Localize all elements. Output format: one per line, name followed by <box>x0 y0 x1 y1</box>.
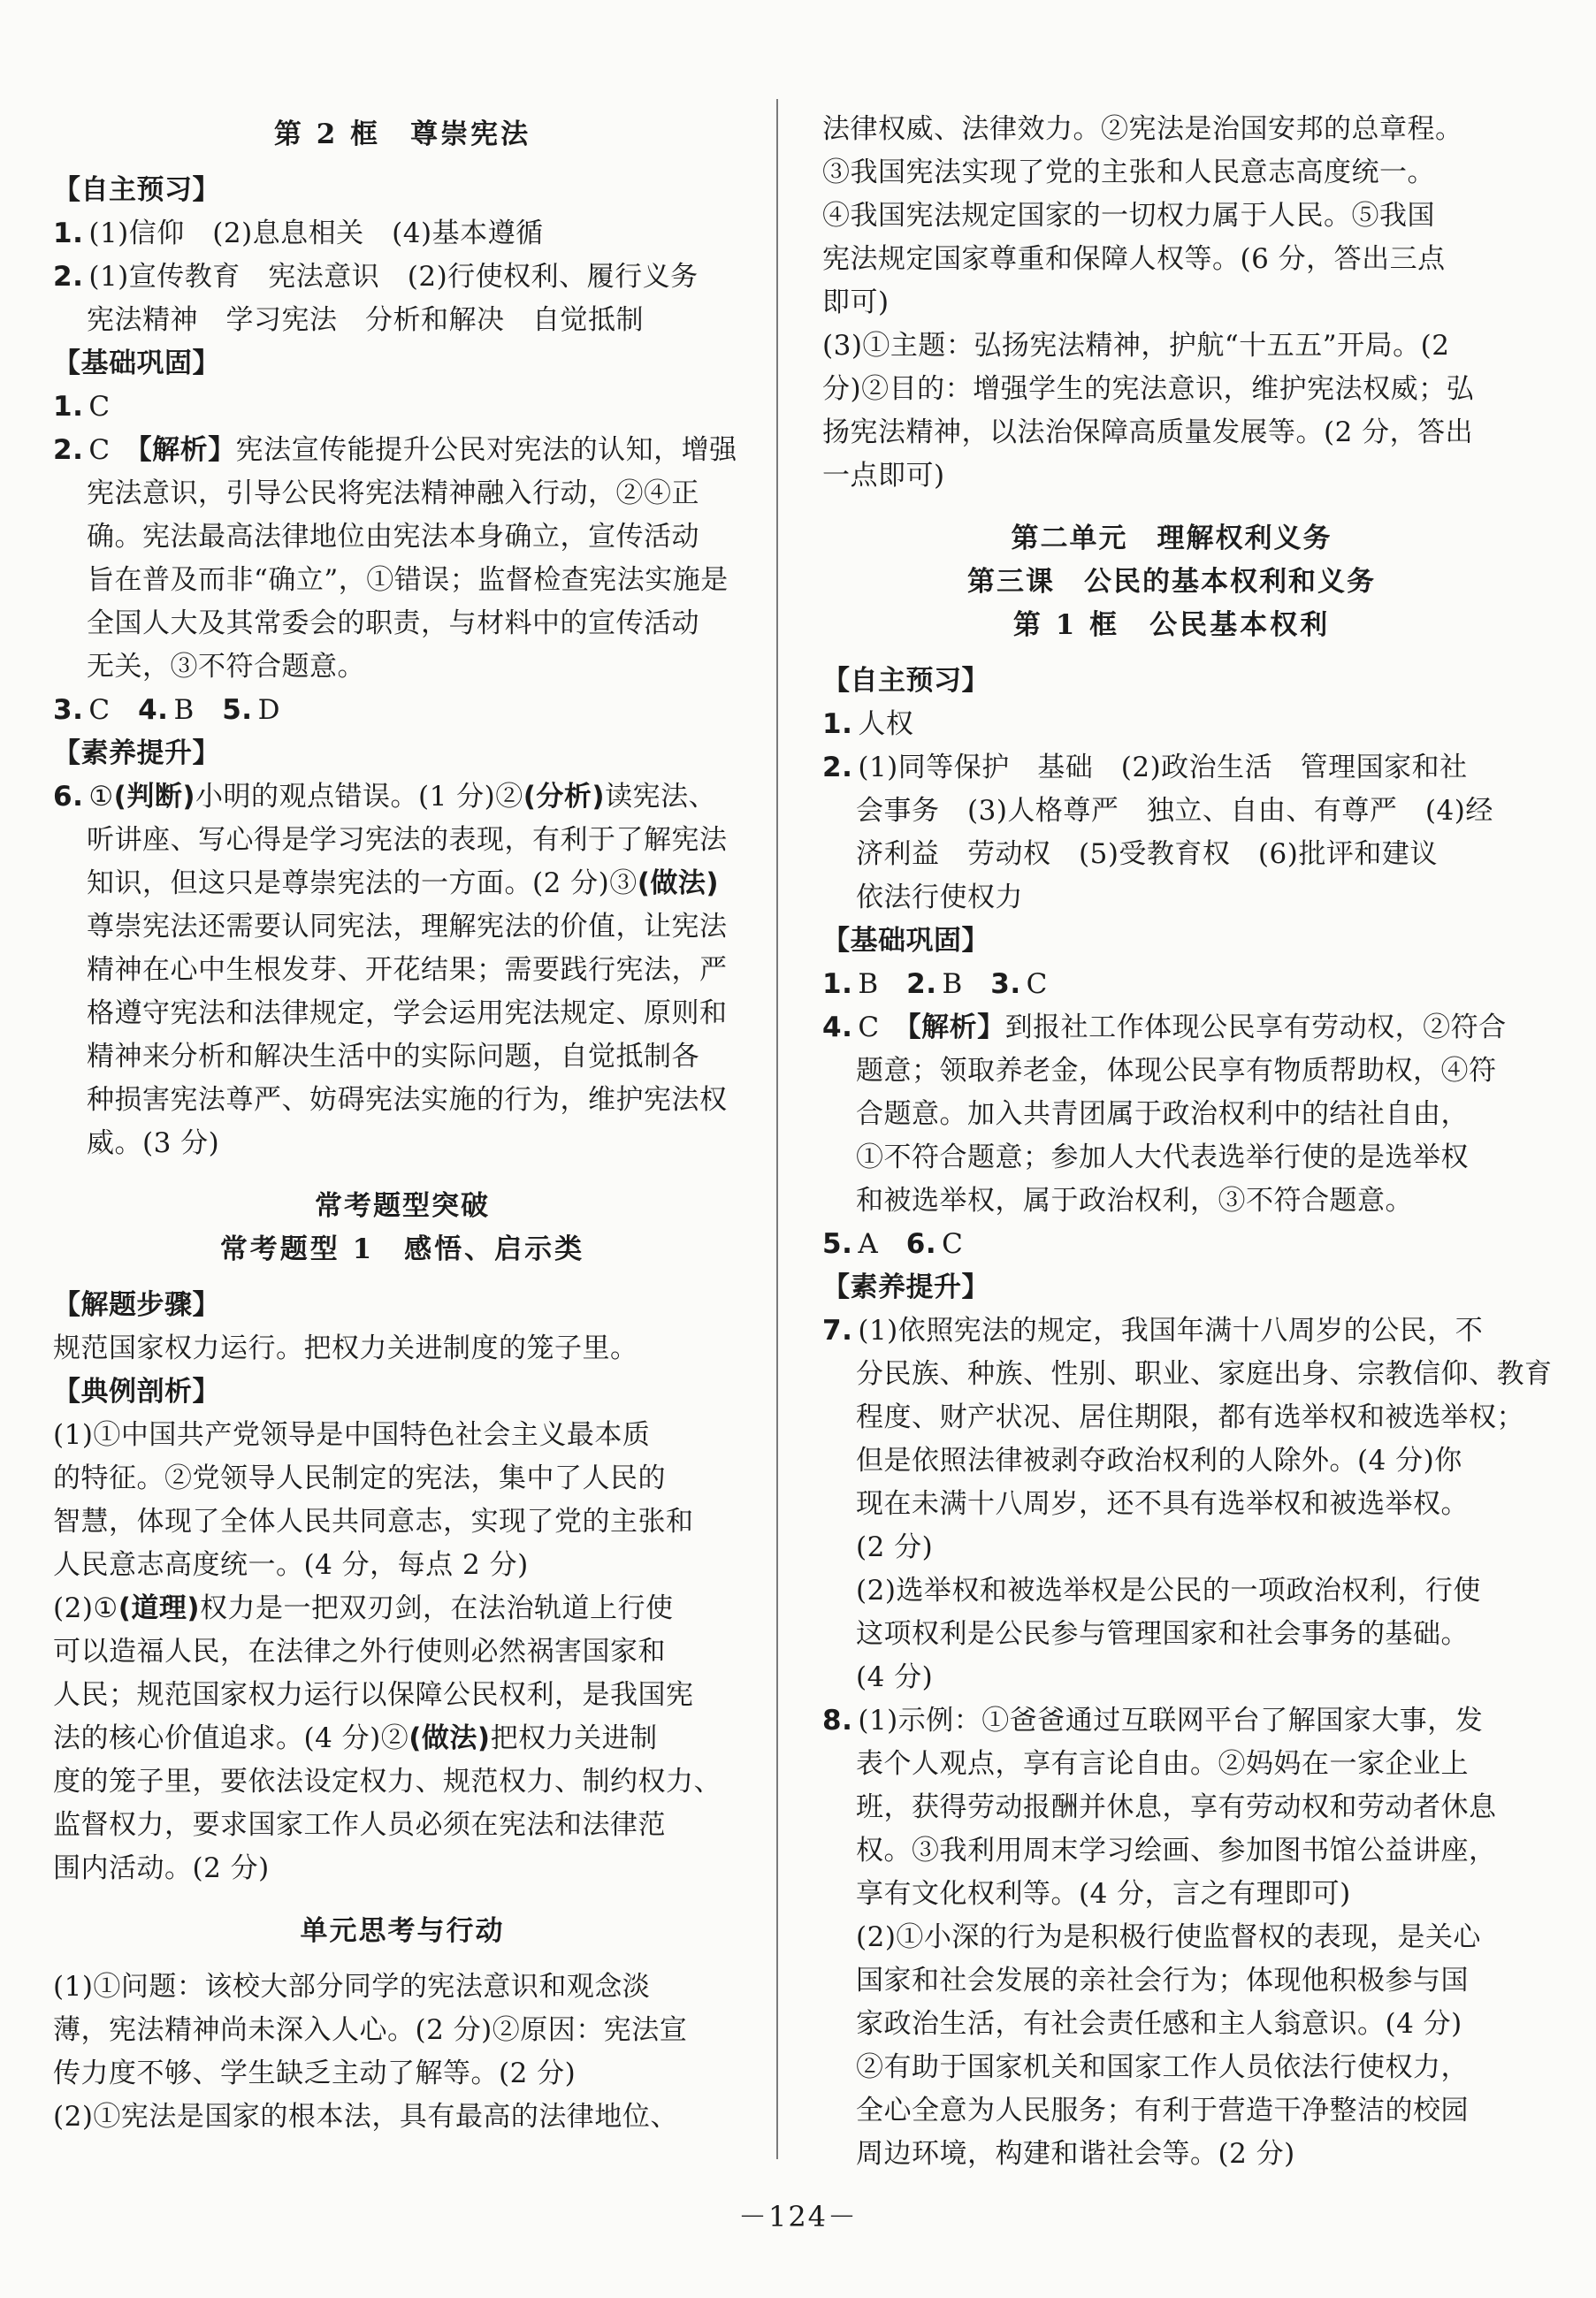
heading-suyang: 【素养提升】 <box>822 1271 989 1303</box>
item-number: 2. <box>53 261 84 293</box>
column-divider <box>776 99 778 2159</box>
answer-item <box>822 1699 1521 1743</box>
answer-item <box>822 1223 1521 1266</box>
answer-text: 权。③我利用周末学习绘画、参加图书馆公益讲座， <box>856 1835 1497 1867</box>
answer-text: 程度、财产状况、居住期限，都有选举权和被选举权； <box>856 1401 1524 1433</box>
answer-text: 人权 <box>858 708 914 740</box>
answer-text: 法律权威、法律效力。②宪法是治国安邦的总章程。 <box>822 113 1463 145</box>
item-number: 2. <box>906 968 937 1000</box>
answer-text: 人民意志高度统一。(4 分，每点 2 分) <box>53 1549 529 1581</box>
answer-item <box>53 689 752 732</box>
answer-text: 确。宪法最高法律地位由宪法本身确立，宣传活动 <box>87 521 699 553</box>
item-number: 2. <box>822 752 853 783</box>
answer-text: 旨在普及而非“确立”，①错误；监督检查宪法实施是 <box>87 564 729 596</box>
answer-text: (4 分) <box>856 1661 934 1693</box>
answer-text: C <box>858 1012 908 1043</box>
answer-item <box>53 212 752 256</box>
left-column <box>53 113 752 2139</box>
item-number: 2. <box>53 434 84 466</box>
item-number: 4. <box>822 1012 853 1043</box>
subsection-title: 常考题型 1 感悟、启示类 <box>219 1233 585 1265</box>
answer-text: ①不符合题意；参加人大代表选举行使的是选举权 <box>856 1141 1469 1173</box>
item-number: 6. <box>905 1228 937 1260</box>
answer-text: (2)① <box>53 1592 118 1624</box>
answer-text: (1)①问题：该校大部分同学的宪法意识和观念淡 <box>53 1971 651 2003</box>
answer-text: B <box>942 968 991 1000</box>
section-title: 第 2 框 尊崇宪法 <box>273 118 531 150</box>
answer-text: 班，获得劳动报酬并休息，享有劳动权和劳动者休息 <box>856 1791 1497 1823</box>
answer-text: 人民；规范国家权力运行以保障公民权利，是我国宪 <box>53 1679 694 1711</box>
answer-text: 享有文化权利等。(4 分，言之有理即可) <box>856 1878 1351 1910</box>
item-number: 6. <box>53 781 84 813</box>
section-title-danyuan: 单元思考与行动 <box>300 1915 505 1947</box>
item-number: 5. <box>822 1228 853 1260</box>
answer-text: 宪法宣传能提升公民对宪法的认知，增强 <box>235 434 737 466</box>
answer-text: C <box>88 391 111 423</box>
answer-text: 可以造福人民，在法律之外行使则必然祸害国家和 <box>53 1636 666 1668</box>
answer-text: 周边环境，构建和谐社会等。(2 分) <box>856 2138 1295 2170</box>
answer-text: ① <box>88 781 114 813</box>
answer-line <box>53 862 752 905</box>
answer-text: 分民族、种族、性别、职业、家庭出身、宗教信仰、教育 <box>856 1358 1553 1390</box>
answer-text: 宪法精神 学习宪法 分析和解决 自觉抵制 <box>87 304 644 336</box>
answer-text: 知识，但这只是尊崇宪法的一方面。(2 分)③ <box>87 867 638 899</box>
heading-dianli: 【典例剖析】 <box>53 1376 220 1408</box>
page-number: －124－ <box>737 2200 859 2233</box>
answer-item <box>822 1309 1521 1353</box>
answer-text: (1)同等保护 基础 (2)政治生活 管理国家和社 <box>858 752 1468 783</box>
answer-text: 的特征。②党领导人民制定的宪法，集中了人民的 <box>53 1462 666 1494</box>
answer-text: 威。(3 分) <box>87 1127 220 1159</box>
answer-text: 规范国家权力运行。把权力关进制度的笼子里。 <box>53 1332 638 1364</box>
item-number: 3. <box>990 968 1021 1000</box>
answer-text: (1)示例：①爸爸通过互联网平台了解国家大事，发 <box>858 1705 1484 1737</box>
answer-text: 国家和社会发展的亲社会行为；体现他积极参与国 <box>856 1965 1469 1996</box>
answer-text: (2)①小深的行为是积极行使监督权的表现，是关心 <box>856 1921 1481 1953</box>
analysis-tag: 【解析】 <box>138 434 236 466</box>
answer-text: 尊崇宪法还需要认同宪法，理解宪法的价值，让宪法 <box>87 911 728 943</box>
answer-text: C <box>88 694 139 726</box>
section-title-changkao: 常考题型突破 <box>315 1190 490 1222</box>
answer-text: (2)①宪法是国家的根本法，具有最高的法律地位、 <box>53 2101 678 2133</box>
item-number: 3. <box>53 694 84 726</box>
answer-text: C <box>1026 968 1048 1000</box>
answer-text: 分)②目的：增强学生的宪法意识，维护宪法权威；弘 <box>822 373 1475 405</box>
answer-text: 全国人大及其常委会的职责，与材料中的宣传活动 <box>87 607 699 639</box>
lesson-title: 第三课 公民的基本权利和义务 <box>967 566 1376 598</box>
analysis-tag: 【解析】 <box>907 1012 1005 1043</box>
analysis-tag: (分析) <box>523 781 606 813</box>
answer-text: 法的核心价值追求。(4 分)② <box>53 1722 409 1754</box>
reason-tag: (道理) <box>118 1592 201 1624</box>
answer-text: 但是依照法律被剥夺政治权利的人除外。(4 分)你 <box>856 1445 1462 1477</box>
answer-text: 格遵守宪法和法律规定，学会运用宪法规定、原则和 <box>87 997 728 1029</box>
answer-text: 无关，③不符合题意。 <box>87 651 365 683</box>
answer-text: (2 分) <box>856 1531 934 1563</box>
answer-text: 权力是一把双刃剑，在法治轨道上行使 <box>200 1592 674 1624</box>
item-number: 1. <box>822 708 853 740</box>
item-number: 1. <box>53 218 84 249</box>
answer-item <box>53 256 752 299</box>
answer-item <box>53 775 752 819</box>
answer-text: C <box>942 1228 964 1260</box>
answer-text: 即可) <box>822 286 890 318</box>
item-number: 1. <box>53 391 84 423</box>
heading-jichu: 【基础巩固】 <box>822 925 989 957</box>
heading-jichu: 【基础巩固】 <box>53 347 220 379</box>
answer-item <box>822 746 1521 790</box>
item-number: 1. <box>822 968 853 1000</box>
answer-text: ③我国宪法实现了党的主张和人民意志高度统一。 <box>822 157 1435 188</box>
answer-line <box>53 1717 752 1760</box>
answer-text: (1)①中国共产党领导是中国特色社会主义最本质 <box>53 1419 651 1451</box>
answer-text: C <box>88 434 139 466</box>
answer-text: 扬宪法精神，以法治保障高质量发展等。(2 分，答出 <box>822 416 1474 448</box>
answer-text: 表个人观点，享有言论自由。②妈妈在一家企业上 <box>856 1748 1469 1780</box>
item-number: 8. <box>822 1705 853 1737</box>
answer-item <box>53 386 752 429</box>
answer-text: 题意；领取养老金，体现公民享有物质帮助权，④符 <box>856 1055 1497 1087</box>
answer-text: (1)依照宪法的规定，我国年满十八周岁的公民，不 <box>858 1315 1484 1347</box>
heading-suyang: 【素养提升】 <box>53 737 220 769</box>
answer-text: 到报社工作体现公民享有劳动权，②符合 <box>1004 1012 1507 1043</box>
method-tag: (做法) <box>409 1722 491 1754</box>
answer-text: 全心全意为人民服务；有利于营造干净整洁的校园 <box>856 2095 1469 2126</box>
answer-text: 读宪法、 <box>605 781 717 813</box>
answer-item <box>822 963 1521 1006</box>
answer-text: B <box>858 968 907 1000</box>
answer-text: B <box>173 694 223 726</box>
answer-item <box>822 703 1521 746</box>
answer-text: 宪法意识，引导公民将宪法精神融入行动，②④正 <box>87 477 699 509</box>
answer-text: 精神在心中生根发芽、开花结果；需要践行宪法，严 <box>87 954 728 986</box>
answer-text: 种损害宪法尊严、妨碍宪法实施的行为，维护宪法权 <box>87 1084 728 1116</box>
frame-title: 第 1 框 公民基本权利 <box>1012 609 1331 641</box>
answer-item <box>53 429 752 472</box>
answer-text: 把权力关进制 <box>490 1722 658 1754</box>
answer-item <box>822 1006 1521 1050</box>
unit-title: 第二单元 理解权利义务 <box>1011 523 1333 554</box>
heading-jieti: 【解题步骤】 <box>53 1289 220 1321</box>
answer-text: 精神来分析和解决生活中的实际问题，自觉抵制各 <box>87 1041 699 1073</box>
answer-text: 薄，宪法精神尚未深入人心。(2 分)②原因：宪法宣 <box>53 2014 688 2046</box>
right-column <box>822 108 1553 2176</box>
answer-text: 一点即可) <box>822 460 945 492</box>
item-number: 4. <box>138 694 169 726</box>
answer-text: 会事务 (3)人格尊严 独立、自由、有尊严 (4)经 <box>856 795 1493 827</box>
answer-line <box>53 1587 752 1630</box>
item-number: 7. <box>822 1315 853 1347</box>
answer-text: ④我国宪法规定国家的一切权力属于人民。⑤我国 <box>822 200 1435 232</box>
answer-text: (1)信仰 (2)息息相关 (4)基本遵循 <box>88 218 544 249</box>
answer-text: 家政治生活，有社会责任感和主人翁意识。(4 分) <box>856 2008 1462 2040</box>
answer-text: 现在未满十八周岁，还不具有选举权和被选举权。 <box>856 1488 1469 1520</box>
answer-text: 传力度不够、学生缺乏主动了解等。(2 分) <box>53 2058 577 2089</box>
answer-text: 这项权利是公民参与管理国家和社会事务的基础。 <box>856 1618 1469 1650</box>
heading-zizhu: 【自主预习】 <box>822 665 989 697</box>
answer-text: 智慧，体现了全体人民共同意志，实现了党的主张和 <box>53 1506 694 1538</box>
answer-text: A <box>858 1228 906 1260</box>
answer-text: 宪法规定国家尊重和保障人权等。(6 分，答出三点 <box>822 243 1446 275</box>
answer-text: 度的笼子里，要依法设定权力、规范权力、制约权力、 <box>53 1766 722 1798</box>
answer-text: (2)选举权和被选举权是公民的一项政治权利，行使 <box>856 1575 1481 1607</box>
item-number: 5. <box>222 694 253 726</box>
method-tag: (做法) <box>637 867 720 899</box>
answer-text: (1)宣传教育 宪法意识 (2)行使权利、履行义务 <box>88 261 699 293</box>
answer-text: 和被选举权，属于政治权利，③不符合题意。 <box>856 1185 1413 1217</box>
answer-text: 围内活动。(2 分) <box>53 1852 270 1884</box>
answer-text: ②有助于国家机关和国家工作人员依法行使权力， <box>856 2051 1469 2083</box>
answer-text: 小明的观点错误。(1 分)② <box>195 781 523 813</box>
answer-text: 监督权力，要求国家工作人员必须在宪法和法律范 <box>53 1809 666 1841</box>
answer-text: 依法行使权力 <box>856 882 1023 913</box>
answer-text: 合题意。加入共青团属于政治权利中的结社自由， <box>856 1098 1469 1130</box>
answer-text: D <box>257 694 280 726</box>
answer-text: (3)①主题：弘扬宪法精神，护航“十五五”开局。(2 <box>822 330 1450 362</box>
heading-zizhu: 【自主预习】 <box>53 174 220 206</box>
judgment-tag: (判断) <box>113 781 195 813</box>
answer-text: 济利益 劳动权 (5)受教育权 (6)批评和建议 <box>856 838 1438 870</box>
answer-text: 听讲座、写心得是学习宪法的表现，有利于了解宪法 <box>87 824 728 856</box>
